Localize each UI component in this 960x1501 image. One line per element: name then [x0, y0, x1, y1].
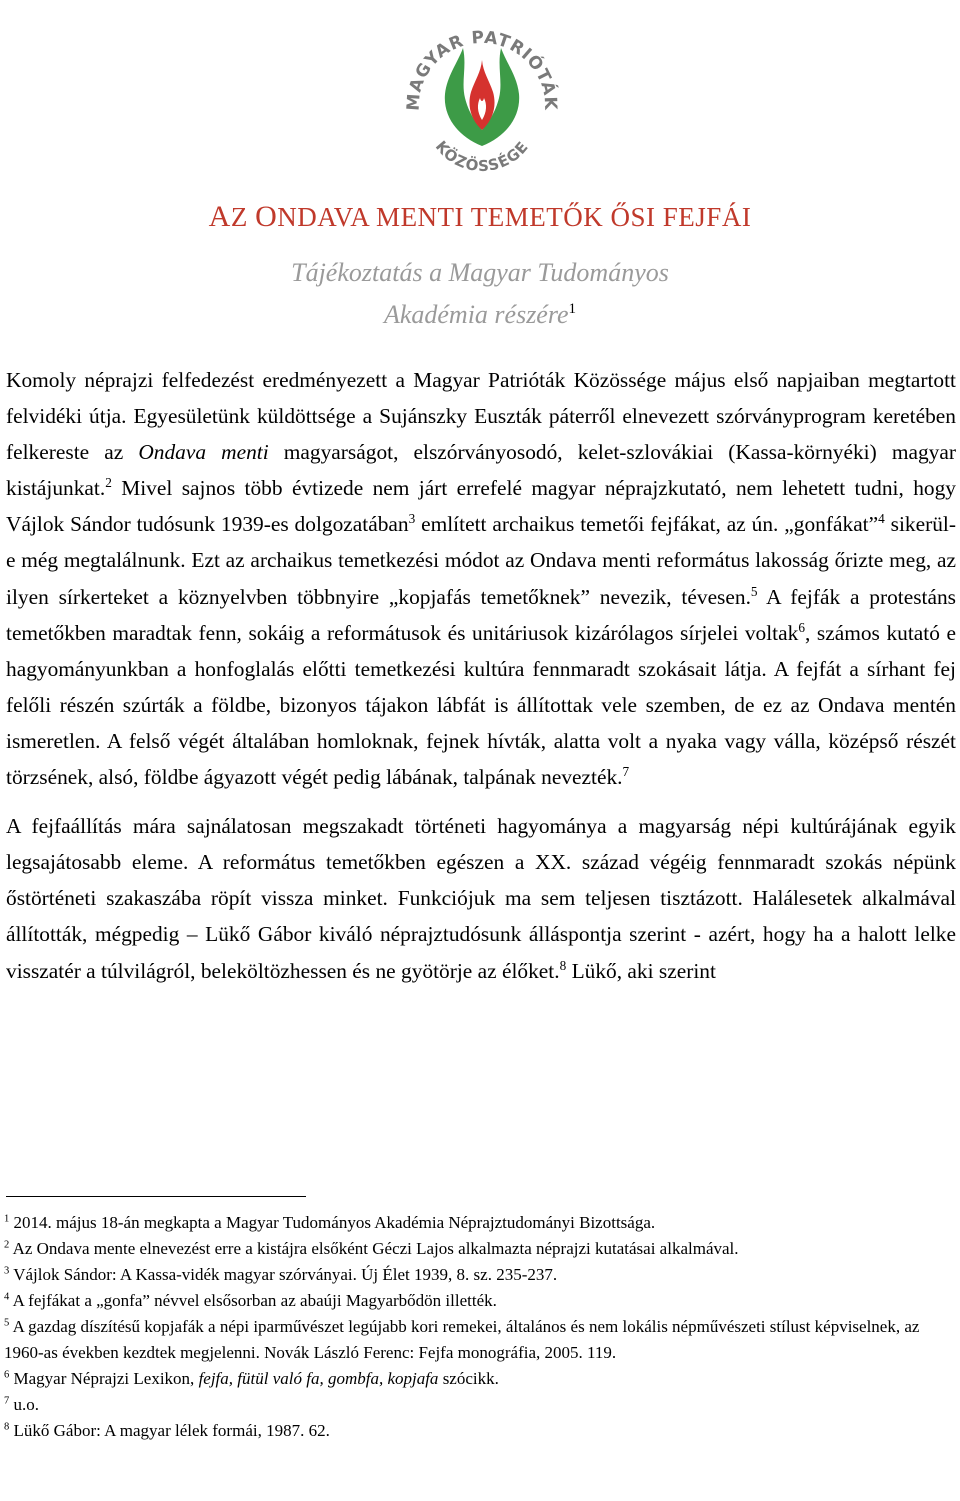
paragraph-2: [6, 808, 956, 988]
p1-text-2: magyarságot, elszórványosodó, kelet-szlovákiai (Kassa-környéki) magyar kistájunkat.: [6, 440, 956, 501]
subtitle-line-2: Akadémia részére: [383, 300, 569, 329]
footnote-ref-3[interactable]: 3: [408, 511, 416, 527]
p2-text-1: A fejfaállítás mára sajnálatosan megszakadt történeti hagyománya a magyarság népi kultúrájának egyik legsajátosabb eleme. A református temetőkben egészen a XX. század végéig fennmaradt szokás népünk őstörténeti szakaszába röpít vissza minket. Funkciójuk ma sem teljesen tisztázott. Halálesetek alkalmával állították, mégpedig – Lükő Gábor kiváló néprajztudósunk álláspontja szerint - azért, hogy ha a halott lelke visszatér a túlvilágról, beleköltözhessen és ne gyötörje az élőket.: [6, 814, 956, 983]
footnotes: [4, 1210, 956, 1444]
title-cap-a: A: [208, 200, 231, 233]
p1-text-1: Komoly néprajzi felfedezést eredményezett a Magyar Patrióták Közössége május első napjaiban megtartott felvidéki útja. Egyesületünk küldöttsége a Sujánszky Euszták páterről elnevezett szórványprogram keretében felkereste az: [6, 368, 956, 465]
p1-text-6: A fejfák a protestáns temetőkben maradtak fenn, sokáig a reformátusok és unitáriusok kizárólagos sírjelei voltak: [6, 584, 956, 645]
p2-text-2: Lükő, aki szerint: [566, 958, 716, 983]
logo-flame-emblem: [445, 48, 519, 146]
footnote-3: $^3$ Vájlok Sándor: A Kassa-vidék magyar szórványai. Új Élet 1939, 8. sz. 235-237.: [4, 1265, 558, 1284]
footnote-ref-6[interactable]: 6: [798, 619, 805, 635]
logo-top-text: MAGYAR PATRIÓTÁK: [403, 27, 561, 112]
title-rest: NDAVA MENTI TEMETŐK ŐSI FEJFÁI: [277, 202, 752, 232]
logo-bottom-text: KÖZÖSSÉGE: [431, 137, 533, 176]
footnote-6: $^6$ Magyar Néprajzi Lexikon, fejfa, fütül való fa, gombfa, kopjafa szócikk.: [4, 1369, 499, 1388]
footnote-8: $^8$ Lükő Gábor: A magyar lélek formái, 1987. 62.: [4, 1421, 330, 1440]
footnote-4: $^4$ A fejfákat a „gonfa” névvel elsősorban az abaúji Magyarbődön illették.: [4, 1291, 497, 1310]
body-text: [6, 362, 956, 989]
paragraph-1: [6, 362, 956, 795]
title-word-a-rest: Z: [230, 202, 256, 232]
magyar-patriotak-logo: [397, 6, 567, 176]
footnote-ref-7[interactable]: 7: [622, 764, 630, 780]
footnote-1: $^1$ 2014. május 18-án megkapta a Magyar Tudományos Akadémia Néprajztudományi Bizottsága.: [4, 1213, 656, 1232]
footnote-ref-1[interactable]: 1: [568, 301, 577, 317]
p1-text-3: Mivel sajnos több évtizede nem járt errefelé magyar néprajzkutató, nem lehetett tudni, hogy Vájlok Sándor tudósunk 1939-es dolgozatában: [6, 476, 956, 537]
footnote-2: $^2$ Az Ondava mente elnevezést erre a kistájra elsőként Géczi Lajos alkalmazta néprajzi kutatásai alkalmával.: [4, 1239, 739, 1258]
footnote-ref-4[interactable]: 4: [878, 511, 885, 527]
p1-text-7: , számos kutató e hagyományunkban a honfoglalás előtti temetkezési kultúra fennmaradt szokásait látja. A fejfát a sírhant fej felőli részén szúrták a földbe, bizonyos tájakon lábfát is állítottak vele szemben, de ez az Ondava mentén ismeretlen. A felső végét általában homloknak, fejnek hívták, alatta volt a nyaka vagy válla, középső részét törzsének, alsó, földbe ágyazott végét pedig lábának, talpának nevezték.: [6, 620, 956, 790]
p1-emphasis-ondava: Ondava menti: [138, 440, 269, 465]
footnote-ref-5[interactable]: 5: [750, 583, 758, 599]
footnote-separator: [6, 1196, 306, 1197]
footnote-5: $^5$ A gazdag díszítésű kopjafák a népi iparművészet legújabb kori remekei, általános és nem lokális népművészeti stílust képviselnek, az 1960-as években kezdtek megjelenni. Novák László Ferenc: Fejfa monográfia, 2005. 119.: [4, 1317, 920, 1362]
footnote-ref-8[interactable]: 8: [559, 957, 567, 973]
document-title: [0, 200, 960, 234]
footnote-ref-2[interactable]: 2: [105, 475, 112, 491]
p1-text-4: említett archaikus temetői fejfákat, az ún. „gonfákat”: [415, 512, 879, 537]
p1-text-5: sikerül-e még megtalálnunk. Ezt az archaikus temetkezési módot az Ondava menti református lakosság őrizte meg, az ilyen sírkerteket a köznyelvben többnyire „kopjafás temetőknek” nevezik, tévesen.: [6, 512, 956, 609]
title-cap-o: O: [255, 200, 278, 233]
subtitle-line-1: Tájékoztatás a Magyar Tudományos: [291, 258, 669, 287]
footnote-7: $^7$ u.o.: [4, 1395, 40, 1414]
document-subtitle: [0, 254, 960, 333]
